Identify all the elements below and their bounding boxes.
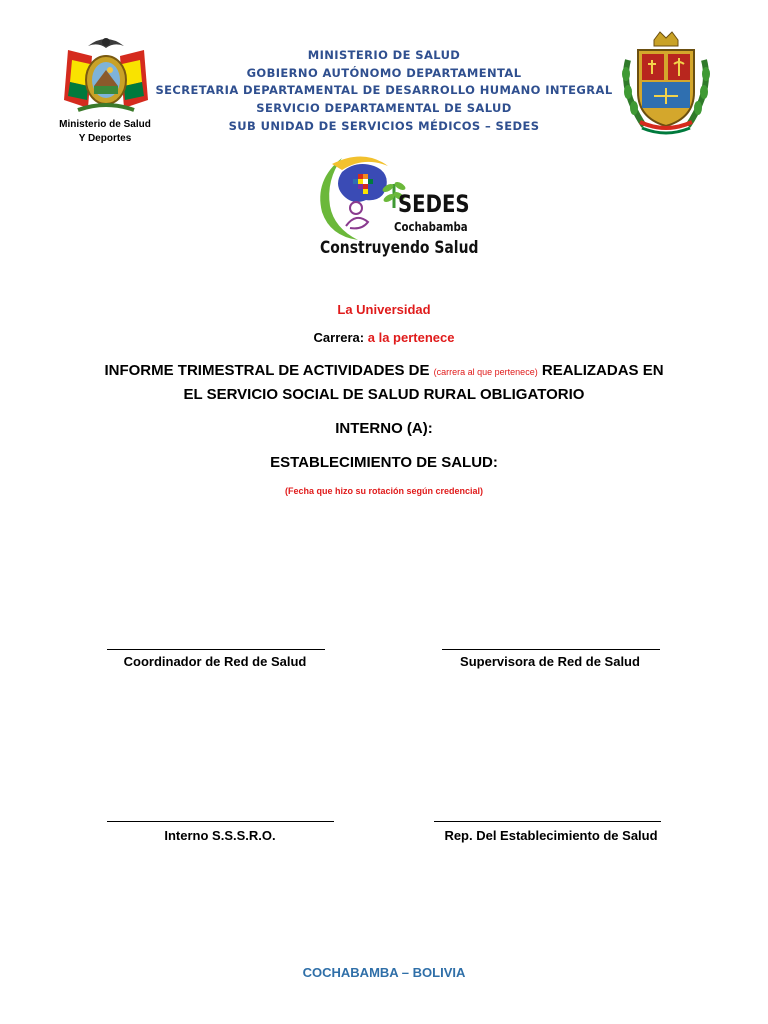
signature-label-facility-rep: Rep. Del Establecimiento de Salud xyxy=(444,828,658,843)
university-text: La Universidad xyxy=(337,302,431,317)
sedes-logo xyxy=(312,150,479,264)
header-line-1: MINISTERIO DE SALUD xyxy=(307,48,461,62)
footer-location: COCHABAMBA – BOLIVIA xyxy=(302,965,466,980)
signature-label-coordinator: Coordinador de Red de Salud xyxy=(123,654,307,669)
intern-label: INTERNO (A): xyxy=(335,420,433,437)
header-line-4: SERVICIO DEPARTAMENTAL DE SALUD xyxy=(256,101,512,115)
career-label: Carrera: xyxy=(313,330,365,345)
career-value: a la pertenece xyxy=(367,330,455,345)
signature-label-supervisor: Supervisora de Red de Salud xyxy=(460,654,640,669)
career-line xyxy=(0,330,768,345)
report-title-note: (carrera al que pertenece) xyxy=(433,367,538,377)
ministry-caption-line-2: Y Deportes xyxy=(78,133,132,144)
header-line-2: GOBIERNO AUTÓNOMO DEPARTAMENTAL xyxy=(246,66,522,80)
header-line-3: SECRETARIA DEPARTAMENTAL DE DESARROLLO HUMANO INTEGRAL xyxy=(155,83,613,97)
facility-label: ESTABLECIMIENTO DE SALUD: xyxy=(270,454,498,471)
report-title-part-1: INFORME TRIMESTRAL DE ACTIVIDADES DE xyxy=(104,362,430,379)
header-line-5: SUB UNIDAD DE SERVICIOS MÉDICOS – SEDES xyxy=(228,119,540,133)
sedes-slogan-text: Construyendo Salud xyxy=(320,238,479,258)
signature-line-facility-rep xyxy=(434,821,661,822)
signature-line-coordinator xyxy=(107,649,325,650)
signature-line-intern xyxy=(107,821,334,822)
report-title-line-2: EL SERVICIO SOCIAL DE SALUD RURAL OBLIGATORIO xyxy=(183,386,585,403)
report-title-part-2: REALIZADAS EN xyxy=(541,362,664,379)
signature-label-intern: Interno S.S.S.R.O. xyxy=(164,828,276,843)
report-title-line-1 xyxy=(0,362,768,379)
ministry-caption-line-1: Ministerio de Salud xyxy=(59,119,151,130)
sedes-brand-text: SEDES xyxy=(398,190,470,218)
sedes-city-text: Cochabamba xyxy=(394,220,468,234)
signature-line-supervisor xyxy=(442,649,660,650)
date-note: (Fecha que hizo su rotación según credencial) xyxy=(284,486,484,496)
